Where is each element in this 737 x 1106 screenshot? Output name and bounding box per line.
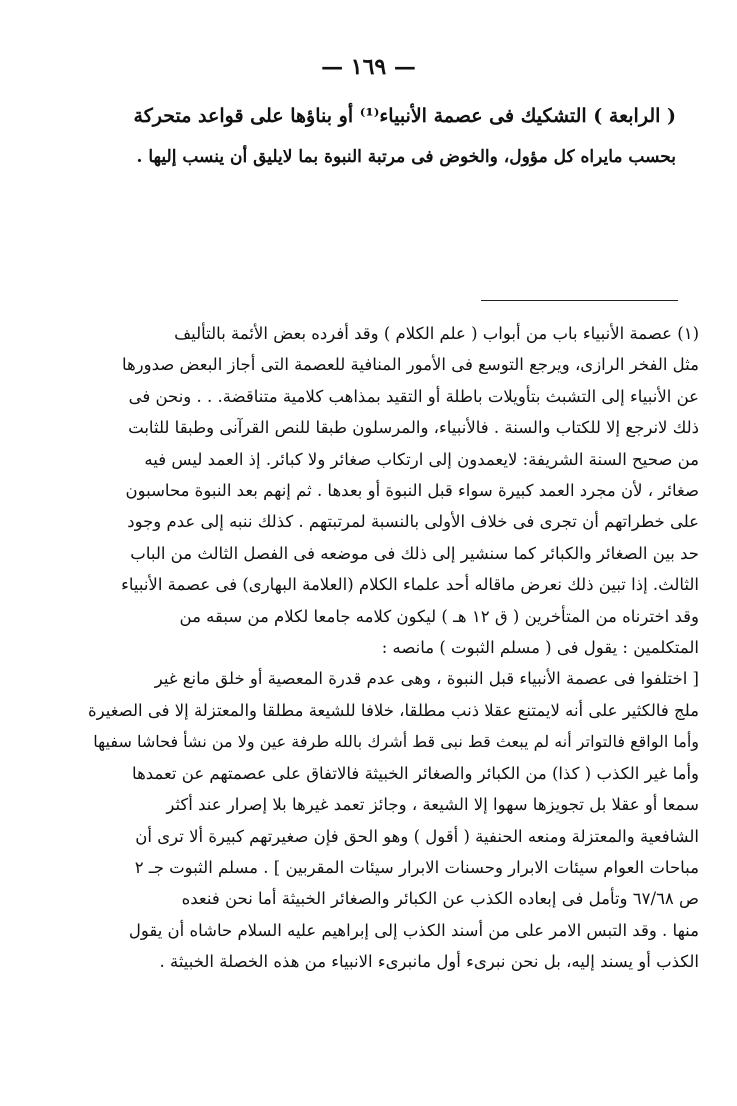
- footnote-line: مثل الفخر الرازى، ويرجع التوسع فى الأمور المنافية للعصمة التى أجاز البعض صدورها: [121, 355, 699, 375]
- footnote-line: من صحيح السنة الشريفة: لايعمدون إلى ارتكاب صغائر ولا كبائر. إذ العمد ليس فيه: [144, 449, 699, 469]
- footnote-line: منها . وقد التبس الامر على من أسند الكذب إلى إبراهيم عليه السلام حاشاه أن يقول: [128, 920, 699, 940]
- footnote-line: الكذب أو يسند إليه، بل نحن نبرىء أول مانبرىء الانبياء من هذه الخصلة الخبيثة .: [159, 952, 699, 972]
- footnote-line: وأما غير الكذب ( كذا) من الكبائر والصغائر الخبيثة فالاتفاق على عصمتهم عن تعمدها: [132, 763, 699, 783]
- main-paragraph: [128, 96, 676, 178]
- footnote-line: ص ٦٧/٦٨ وتأمل فى إبعاده الكذب عن الكبائر والصغائر الخبيثة أما نحن فنعده: [181, 889, 699, 909]
- footnote-line: المتكلمين : يقول فى ( مسلم الثبوت ) مانصه :: [381, 638, 699, 658]
- footnote-line: الثالث. إذا تبين ذلك نعرض ماقاله أحد علماء الكلام (العلامة البهارى) فى عصمة الأنبياء: [121, 575, 699, 595]
- main-line: ( الرابعة ) التشكيك فى عصمة الأنبياء⁽¹⁾ أو بناؤها على قواعد متحركة: [133, 105, 676, 127]
- footnote-line: الشافعية والمعتزلة ومنعه الحنفية ( أقول ) وهو الحق فإن صغيرتهم كبيرة ألا ترى أن: [135, 826, 699, 846]
- page-number: — ١٦٩ —: [321, 54, 416, 80]
- footnote-line: حد بين الصغائر والكبائر كما سنشير إلى ذلك فى موضعه فى الفصل الثالث من الباب: [130, 543, 699, 563]
- main-line: بحسب مايراه كل مؤول، والخوض فى مرتبة النبوة بما لايليق أن ينسب إليها .: [136, 147, 676, 167]
- footnote-line: وقد اخترناه من المتأخرين ( ق ١٢ هـ ) ليكون كلامه جامعا لكلام من سبقه من: [179, 606, 699, 626]
- footnote-line: وأما الواقع فالتواتر أنه لم يبعث قط نبى قط أشرك بالله طرفة عين ولا من نشأ فحاشا سفيها: [93, 732, 699, 752]
- footnote-line: [ اختلفوا فى عصمة الأنبياء قبل النبوة ، وهى عدم قدرة المعصية أو خلق مانع غير: [154, 669, 699, 689]
- footnote-line: (١) عصمة الأنبياء باب من أبواب ( علم الكلام ) وقد أفرده بعض الأئمة بالتأليف: [174, 324, 699, 343]
- footnote: [75, 318, 699, 978]
- footnote-line: ذلك لانرجع إلا للكتاب والسنة . فالأنبياء، والمرسلون طبقا للنص القرآنى وطبقا للثابت: [128, 418, 699, 438]
- footnote-line: على خطراتهم أن تجرى فى خلاف الأولى بالنسبة لمرتبتهم . كذلك ننبه إلى عدم وجود: [127, 512, 699, 532]
- footnote-divider: [481, 300, 678, 301]
- footnote-line: مباحات العوام سيئات الابرار وحسنات الابرار سيئات المقربين ] . مسلم الثبوت جـ ٢: [134, 857, 699, 877]
- footnote-line: عن الأنبياء إلى التشبث بتأويلات باطلة أو التقيد بمذاهب كلامية متناقضة. . . ونحن فى: [128, 386, 699, 406]
- footnote-line: صغائر ، لأن مجرد العمد كبيرة سواء قبل النبوة أو بعدها . ثم إنهم بعد النبوة محاسبون: [125, 481, 699, 501]
- footnote-line: سمعا أو عقلا بل تجويزها سهوا إلا الشيعة ، وجائز تعمد غيرها بلا إصرار عند أكثر: [166, 795, 699, 815]
- footnote-line: ملج فالكثير على أنه لايمتنع عقلا ذنب مطلقا، خلافا للشيعة مطلقا والمعتزلة إلا فى الصغيرة: [87, 700, 699, 720]
